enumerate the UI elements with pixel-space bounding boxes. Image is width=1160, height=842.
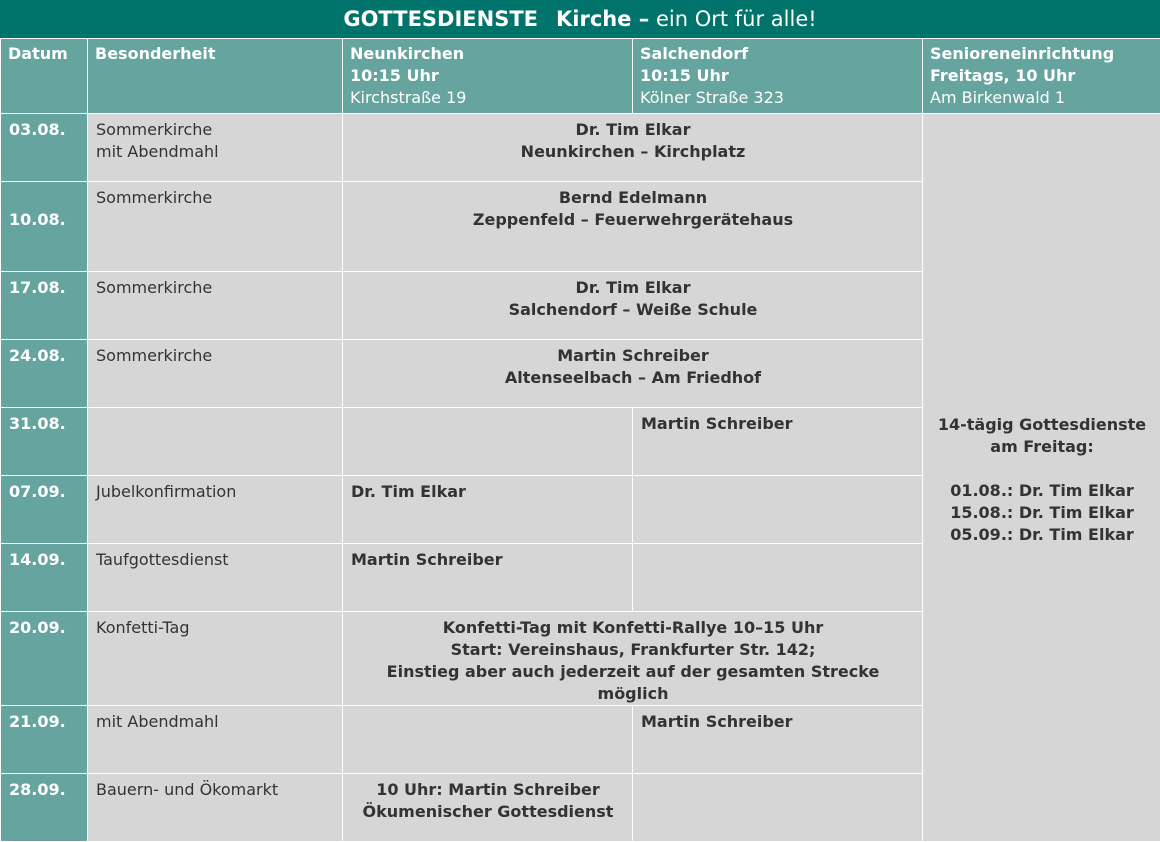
header-row: [1, 39, 1160, 114]
header-neunkirchen: Neunkirchen 10:15 Uhr Kirchstraße 19: [343, 39, 633, 114]
neunkirchen-cell: 10 Uhr: Martin Schreiber Ökumenischer Gottesdienst: [343, 774, 633, 842]
note-cell: Sommerkirche: [88, 182, 343, 272]
neunkirchen-cell: Dr. Tim Elkar: [343, 476, 633, 544]
date-cell: 24.08.: [1, 340, 88, 408]
neunkirchen-cell: [343, 706, 633, 774]
banner-title: GOTTESDIENSTE: [343, 7, 538, 31]
date-cell: 07.09.: [1, 476, 88, 544]
note-cell: Sommerkirche: [88, 272, 343, 340]
schedule-table: [0, 38, 1160, 842]
banner-slogan-rest: ein Ort für alle!: [649, 7, 816, 31]
note-cell: Taufgottesdienst: [88, 544, 343, 612]
note-cell: mit Abendmahl: [88, 706, 343, 774]
salchendorf-cell: [633, 476, 923, 544]
date-cell: 10.08.: [1, 182, 88, 272]
header-senioren: Senioreneinrichtung Freitags, 10 Uhr Am Birkenwald 1: [923, 39, 1160, 114]
date-cell: 14.09.: [1, 544, 88, 612]
date-cell: 28.09.: [1, 774, 88, 842]
neunkirchen-cell: Martin Schreiber: [343, 544, 633, 612]
salchendorf-cell: [633, 774, 923, 842]
merged-service-cell: Dr. Tim Elkar Neunkirchen – Kirchplatz: [343, 114, 923, 182]
merged-service-cell: Konfetti-Tag mit Konfetti-Rallye 10–15 Uhr Start: Vereinshaus, Frankfurter Str. 142; Einstieg aber auch jederzeit auf der gesamten Strecke möglich: [343, 612, 923, 706]
banner-slogan-bold: Kirche –: [556, 7, 649, 31]
header-salchendorf: Salchendorf 10:15 Uhr Kölner Straße 323: [633, 39, 923, 114]
date-cell: 17.08.: [1, 272, 88, 340]
merged-service-cell: Dr. Tim Elkar Salchendorf – Weiße Schule: [343, 272, 923, 340]
table-row: [1, 114, 1160, 182]
date-cell: 03.08.: [1, 114, 88, 182]
date-cell: 31.08.: [1, 408, 88, 476]
date-cell: 20.09.: [1, 612, 88, 706]
page-banner: [0, 0, 1160, 38]
senior-schedule-cell: 14-tägig Gottesdienste am Freitag: 01.08.: Dr. Tim Elkar 15.08.: Dr. Tim Elkar 05.09.: Dr. Tim Elkar: [923, 114, 1160, 842]
neunkirchen-cell: [343, 408, 633, 476]
note-cell: Konfetti-Tag: [88, 612, 343, 706]
salchendorf-cell: Martin Schreiber: [633, 706, 923, 774]
header-besonderheit: Besonderheit: [88, 39, 343, 114]
salchendorf-cell: [633, 544, 923, 612]
note-cell: Sommerkirche mit Abendmahl: [88, 114, 343, 182]
note-cell: [88, 408, 343, 476]
merged-service-cell: Bernd Edelmann Zeppenfeld – Feuerwehrgerätehaus: [343, 182, 923, 272]
header-datum: Datum: [1, 39, 88, 114]
note-cell: Sommerkirche: [88, 340, 343, 408]
salchendorf-cell: Martin Schreiber: [633, 408, 923, 476]
note-cell: Bauern- und Ökomarkt: [88, 774, 343, 842]
date-cell: 21.09.: [1, 706, 88, 774]
merged-service-cell: Martin Schreiber Altenseelbach – Am Friedhof: [343, 340, 923, 408]
note-cell: Jubelkonfirmation: [88, 476, 343, 544]
